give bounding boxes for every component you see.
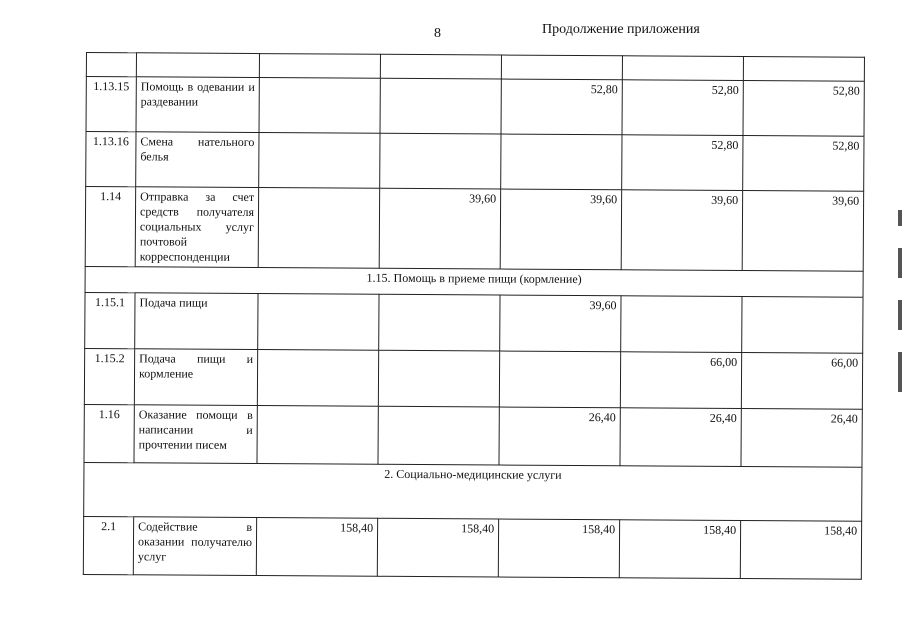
price-cell: 158,40 [377, 518, 498, 577]
price-cell: 39,60 [742, 191, 863, 272]
price-cell: 52,80 [622, 135, 743, 191]
section-row [84, 462, 862, 521]
table-row [83, 516, 861, 579]
price-cell: 39,60 [621, 190, 742, 271]
price-cell: 158,40 [256, 518, 377, 577]
header-cell [86, 53, 136, 77]
price-cell [258, 294, 379, 351]
service-number: 1.16 [84, 404, 134, 462]
service-name: Смена нательного белья [136, 132, 259, 188]
section-title: 2. Социально-медицинские услуги [84, 462, 862, 521]
service-number: 1.14 [85, 187, 135, 267]
price-cell [258, 188, 379, 269]
service-number: 1.15.1 [85, 292, 135, 348]
service-name: Подача пищи [135, 293, 258, 350]
table-row [86, 132, 864, 192]
price-cell: 39,60 [379, 188, 500, 269]
price-cell [380, 78, 501, 134]
header-cell [501, 55, 622, 80]
service-number: 1.13.15 [86, 77, 136, 132]
price-cell [259, 78, 380, 134]
price-cell [378, 350, 499, 407]
scan-edge-marks [898, 210, 903, 414]
price-cell [257, 350, 378, 407]
service-name: Помощь в одевании и раздевании [136, 77, 259, 133]
price-cell: 158,40 [498, 519, 619, 578]
header-cell [136, 53, 259, 78]
price-cell: 52,80 [622, 80, 743, 136]
price-cell: 26,40 [620, 408, 741, 467]
service-name: Отправка за счет средств получателя социальных услуг почтовой корреспонденции [135, 187, 258, 268]
price-cell: 26,40 [741, 409, 862, 468]
section-title: 1.15. Помощь в приеме пищи (кормление) [85, 266, 863, 297]
page-number: 8 [434, 26, 441, 41]
service-name: Оказание помощи в написании и прочтении писем [134, 405, 257, 464]
price-cell [621, 296, 742, 353]
price-cell: 26,40 [499, 407, 620, 466]
table-row [84, 348, 862, 409]
price-cell: 52,80 [501, 79, 622, 135]
price-cell: 158,40 [619, 520, 740, 579]
price-cell [259, 133, 380, 189]
table-row [84, 404, 862, 467]
header-cell [743, 57, 864, 82]
header-cell [380, 54, 501, 79]
price-cell: 66,00 [741, 353, 862, 410]
price-cell [501, 134, 622, 190]
service-number: 1.15.2 [84, 348, 134, 404]
price-cell [742, 297, 863, 354]
service-name: Подача пищи и кормление [134, 349, 257, 406]
service-name: Содействие в оказании получателю услуг [133, 517, 256, 576]
tariff-table [83, 52, 865, 580]
service-number: 2.1 [83, 516, 133, 574]
page-header: Продолжение приложения [542, 22, 700, 37]
header-cell [622, 56, 743, 81]
table-row [86, 77, 864, 137]
price-cell [499, 351, 620, 408]
price-cell [380, 133, 501, 189]
price-cell: 66,00 [620, 352, 741, 409]
table-row [85, 187, 863, 272]
price-cell [379, 294, 500, 351]
price-cell: 39,60 [500, 189, 621, 270]
service-number: 1.13.16 [86, 132, 136, 187]
price-cell: 52,80 [743, 136, 864, 192]
price-cell [257, 406, 378, 465]
price-cell [378, 406, 499, 465]
table-row [85, 292, 863, 353]
price-cell: 52,80 [743, 81, 864, 137]
price-cell: 39,60 [500, 295, 621, 352]
header-cell [259, 54, 380, 79]
price-cell: 158,40 [740, 521, 861, 580]
